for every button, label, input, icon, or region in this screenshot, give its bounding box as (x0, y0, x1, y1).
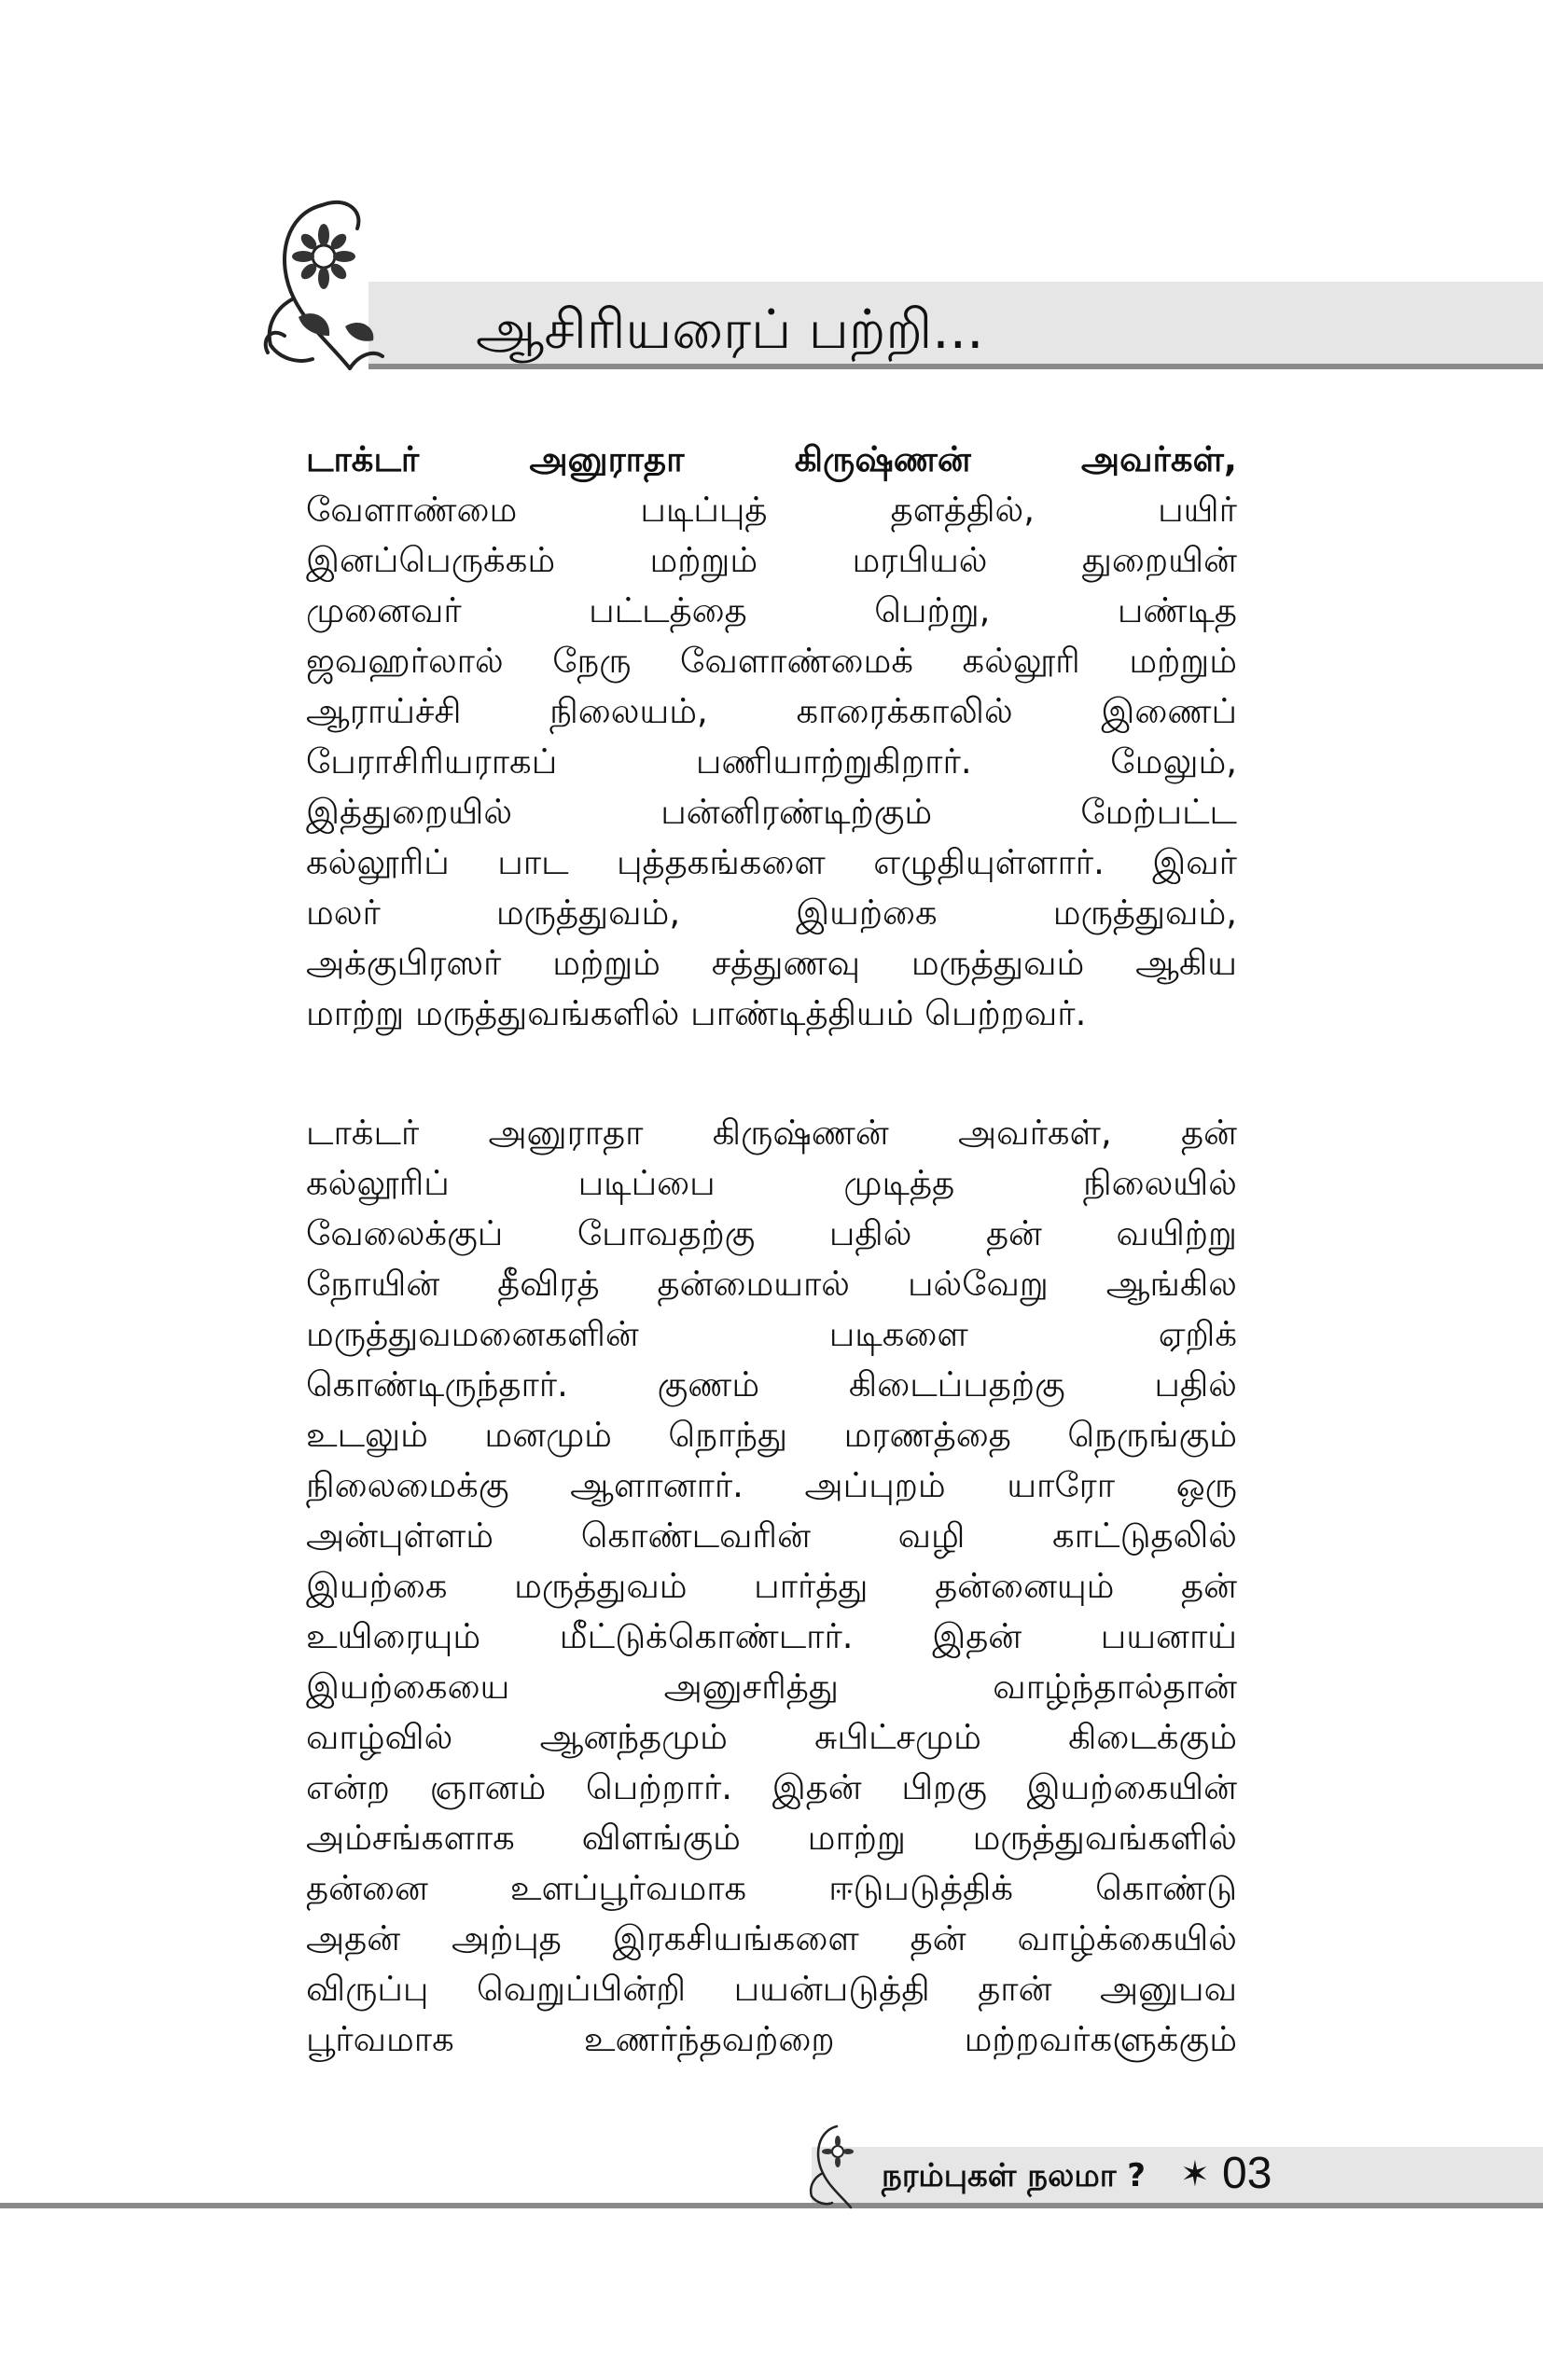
text-line: மலர் மருத்துவம், இயற்கை மருத்துவம், (306, 892, 1237, 933)
text-line: அதன் அற்புத இரகசியங்களை தன் வாழ்க்கையில் (306, 1918, 1237, 1958)
footer-rule (0, 2203, 1543, 2208)
book-title: நரம்புகள் நலமா ? (882, 2157, 1147, 2194)
text-line: இத்துறையில் பன்னிரண்டிற்கும் மேற்பட்ட (306, 792, 1237, 832)
text-line: அம்சங்களாக விளங்கும் மாற்று மருத்துவங்களில் (306, 1818, 1237, 1858)
text-line: நோயின் தீவிரத் தன்மையால் பல்வேறு ஆங்கில (306, 1264, 1237, 1304)
floral-ornament-icon (257, 187, 387, 373)
text-line: உடலும் மனமும் நொந்து மரணத்தை நெருங்கும் (306, 1415, 1237, 1455)
text-line: டாக்டர் அனுராதா கிருஷ்ணன் அவர்கள், தன் (306, 1113, 1237, 1153)
page-title: ஆசிரியரைப் பற்றி... (476, 298, 984, 361)
text-line: உயிரையும் மீட்டுக்கொண்டார். இதன் பயனாய் (306, 1616, 1237, 1656)
star-icon: ✶ (1180, 2153, 1210, 2194)
floral-ornament-icon (804, 2117, 869, 2210)
text-line: அக்குபிரஸர் மற்றும் சத்துணவு மருத்துவம் ஆகிய (306, 943, 1237, 983)
text-line: ஜவஹர்லால் நேரு வேளாண்மைக் கல்லூரி மற்றும் (306, 641, 1237, 681)
text-line: கொண்டிருந்தார். குணம் கிடைப்பதற்கு பதில் (306, 1364, 1237, 1404)
text-line: என்ற ஞானம் பெற்றார். இதன் பிறகு இயற்கையின் (306, 1767, 1237, 1807)
text-line: வேளாண்மை படிப்புத் தளத்தில், பயிர் (306, 490, 1237, 530)
text-line: விருப்பு வெறுப்பின்றி பயன்படுத்தி தான் அனுபவ (306, 1969, 1237, 2009)
text-line: டாக்டர் அனுராதா கிருஷ்ணன் அவர்கள், (306, 439, 1237, 479)
text-line: தன்னை உளப்பூர்வமாக ஈடுபடுத்திக் கொண்டு (306, 1868, 1237, 1908)
page-number: 03 (1222, 2149, 1272, 2198)
about-author-paragraph-2 (306, 1108, 1237, 2065)
heading-rule (368, 364, 1543, 369)
text-line: அன்புள்ளம் கொண்டவரின் வழி காட்டுதலில் (306, 1515, 1237, 1556)
text-line: இயற்கை மருத்துவம் பார்த்து தன்னையும் தன் (306, 1566, 1237, 1606)
text-line: வாழ்வில் ஆனந்தமும் சுபிட்சமும் கிடைக்கும் (306, 1717, 1237, 1757)
text-line: கல்லூரிப் பாட புத்தகங்களை எழுதியுள்ளார். இவர் (306, 842, 1237, 882)
text-line: பேராசிரியராகப் பணியாற்றுகிறார். மேலும், (306, 741, 1237, 782)
text-line: வேலைக்குப் போவதற்கு பதில் தன் வயிற்று (306, 1213, 1237, 1253)
text-line: இயற்கையை அனுசரித்து வாழ்ந்தால்தான் (306, 1667, 1237, 1707)
text-line: நிலைமைக்கு ஆளானார். அப்புறம் யாரோ ஒரு (306, 1465, 1237, 1505)
about-author-paragraph-1 (306, 435, 1237, 1039)
text-line: ஆராய்ச்சி நிலையம், காரைக்காலில் இணைப் (306, 691, 1237, 731)
text-line: முனைவர் பட்டத்தை பெற்று, பண்டித (306, 590, 1237, 630)
text-line: மாற்று மருத்துவங்களில் பாண்டித்தியம் பெற்றவர். (306, 993, 1087, 1033)
text-line: கல்லூரிப் படிப்பை முடித்த நிலையில் (306, 1163, 1237, 1203)
text-line: பூர்வமாக உணர்ந்தவற்றை மற்றவர்களுக்கும் (306, 2019, 1237, 2059)
text-line: மருத்துவமனைகளின் படிகளை ஏறிக் (306, 1314, 1237, 1354)
text-line: இனப்பெருக்கம் மற்றும் மரபியல் துறையின் (306, 540, 1237, 580)
